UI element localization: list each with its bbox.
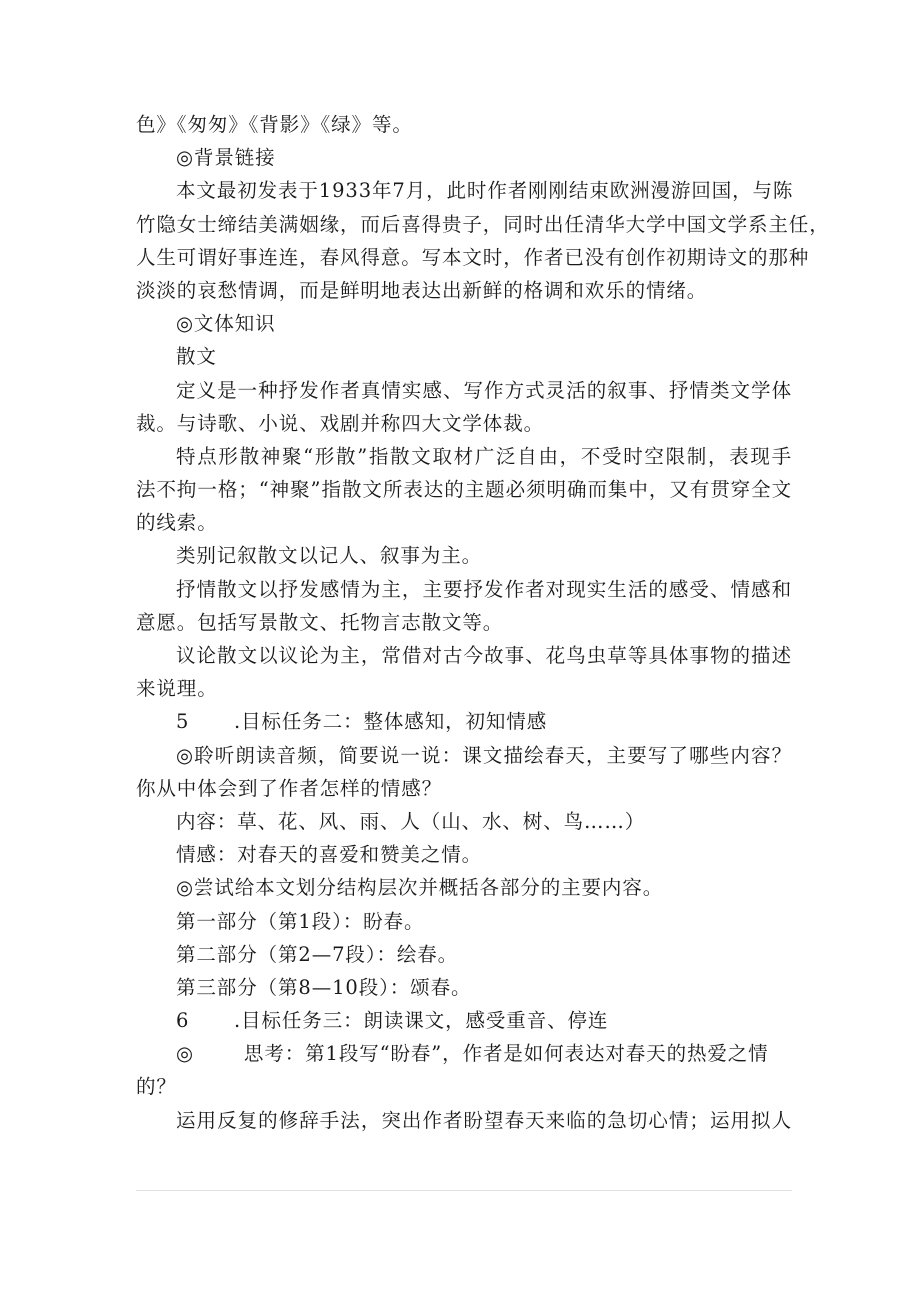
- text-line: 本文最初发表于1933年7月，此时作者刚刚结束欧洲漫游回国，与陈: [176, 179, 794, 203]
- text-line: 意愿。包括写景散文、托物言志散文等。: [136, 610, 504, 634]
- text-line: 定义是一种抒发作者真情实感、写作方式灵活的叙事、抒情类文学体: [176, 378, 792, 402]
- text-line: ◎聆听朗读音频，简要说一说：课文描绘春天，主要写了哪些内容？: [176, 743, 792, 767]
- text-line: 裁。与诗歌、小说、戏剧并称四大文学体裁。: [136, 411, 545, 435]
- section-heading-genre: ◎文体知识: [176, 312, 276, 336]
- document-page: [136, 108, 830, 1137]
- text-line: 的？: [136, 1075, 177, 1099]
- task-heading-three: [136, 1004, 792, 1037]
- text-line: 特点形散神聚“形散”指散文取材广泛自由，不受时空限制，表现手: [176, 444, 792, 468]
- text-line: 议论散文以议论为主，常借对古今故事、花鸟虫草等具体事物的描述: [176, 644, 792, 667]
- task-number: 5: [176, 710, 190, 734]
- text-line: 内容：草、花、风、雨、人（山、水、树、鸟……）: [176, 809, 646, 833]
- question-text: 思考：第1段写“盼春”，作者是如何表达对春天的热爱之情: [243, 1042, 769, 1066]
- text-line: 来说理。: [136, 677, 218, 701]
- text-line: ◎尝试给本文划分结构层次并概括各部分的主要内容。: [176, 876, 664, 900]
- text-line: 第二部分（第2—7段）：绘春。: [176, 942, 459, 966]
- text-line: 淡淡的哀愁情调，而是鲜明地表达出新鲜的格调和欢乐的情绪。: [136, 278, 708, 302]
- text-line: 类别记叙散文以记人、叙事为主。: [176, 544, 483, 568]
- subheading-prose: 散文: [176, 345, 217, 369]
- task-number: 6: [176, 1009, 190, 1033]
- text-line: 你从中体会到了作者怎样的情感？: [136, 776, 443, 800]
- bullet-mark: ◎: [176, 1042, 194, 1066]
- text-line: 运用反复的修辞手法，突出作者盼望春天来临的急切心情；运用拟人: [176, 1108, 792, 1132]
- text-line: 的线索。: [136, 511, 218, 535]
- text-line: 情感：对春天的喜爱和赞美之情。: [176, 843, 483, 867]
- section-heading-background: ◎背景链接: [176, 146, 276, 170]
- text-line: 第三部分（第8—10段）：颂春。: [176, 975, 472, 999]
- page-bottom-rule: [136, 1190, 792, 1191]
- text-line: 竹隐女士缔结美满姻缘，而后喜得贵子，同时出任清华大学中国文学系主任，: [136, 212, 830, 236]
- text-line: 人生可谓好事连连，春风得意。写本文时，作者已没有创作初期诗文的那种: [136, 245, 810, 269]
- text-line: 法不拘一格；“神聚”指散文所表达的主题必须明确而集中，又有贯穿全文: [136, 478, 792, 502]
- question-line: [136, 1037, 792, 1070]
- text-line: 色》《匆匆》《背影》《绿》等。: [136, 113, 413, 136]
- text-line: 抒情散文以抒发感情为主，主要抒发作者对现实生活的感受、情感和: [176, 577, 792, 601]
- task-heading-two: [136, 705, 792, 738]
- task-title: .目标任务二：整体感知，初知情感: [234, 710, 548, 734]
- text-line: 第一部分（第1段）：盼春。: [176, 909, 425, 933]
- task-title: .目标任务三：朗读课文，感受重音、停连: [234, 1009, 609, 1033]
